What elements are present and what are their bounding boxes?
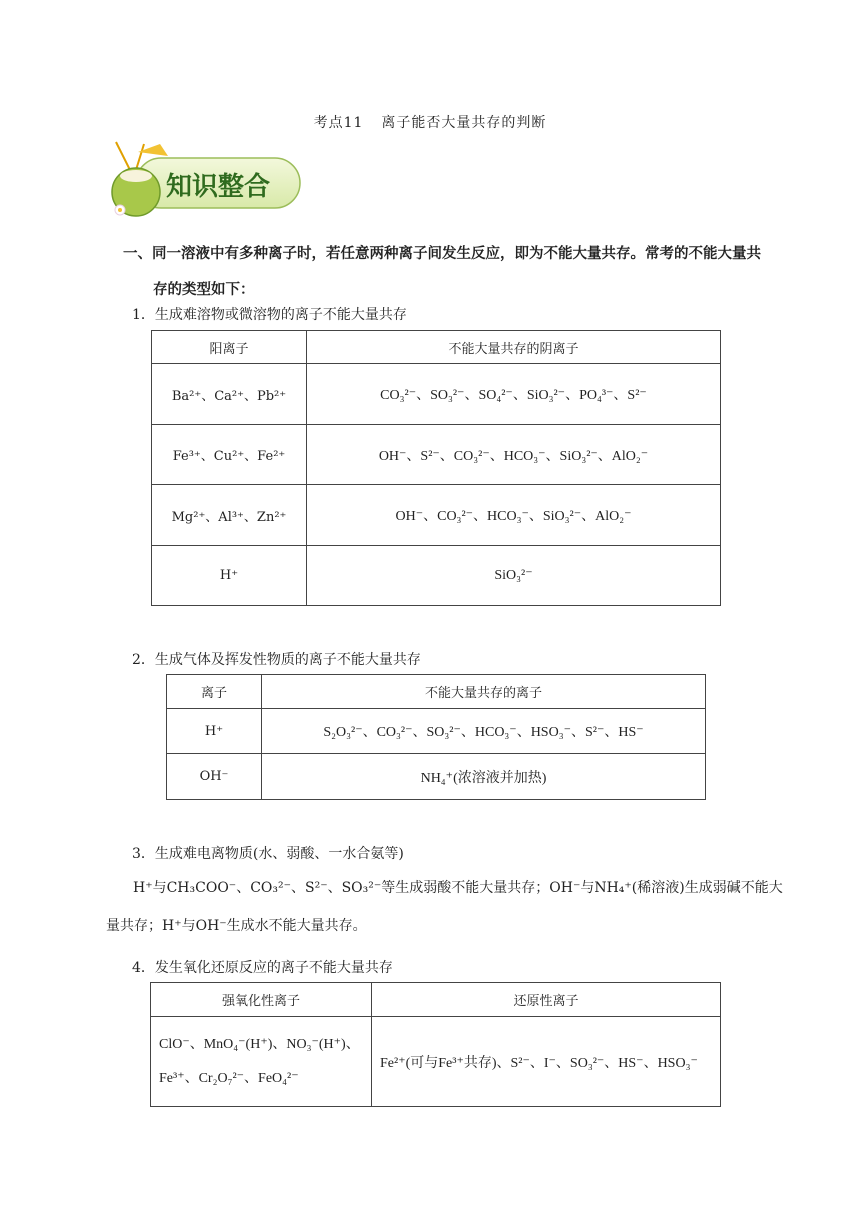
heading-line-1: 一、同一溶液中有多种离子时，若任意两种离子间发生反应，即为不能大量共存。常考的不能大量共 [123, 246, 761, 262]
anion-cell: OH⁻、S²⁻、CO₃²⁻、HCO₃⁻、SiO₃²⁻、AlO₂⁻ [307, 425, 721, 485]
table-header: 不能大量共存的离子 [262, 675, 706, 709]
reducing-ions-cell: Fe²⁺(可与Fe³⁺共存)、S²⁻、I⁻、SO₃²⁻、HS⁻、HSO₃⁻ [372, 1017, 721, 1107]
table-header: 不能大量共存的阴离子 [307, 331, 721, 364]
table-header: 离子 [167, 675, 262, 709]
table-row [167, 754, 706, 800]
title-topic-number: 考点11 [313, 115, 364, 131]
section-1-title: 1．生成难溶物或微溶物的离子不能大量共存 [132, 307, 407, 323]
table-row [151, 1017, 721, 1107]
heading-line-2: 存的类型如下： [153, 282, 255, 298]
page-title [0, 112, 860, 132]
cation-cell: Mg²⁺、Al³⁺、Zn²⁺ [152, 485, 307, 546]
table-header: 阳离子 [152, 331, 307, 364]
table-insoluble [151, 330, 721, 606]
cation-cell: Fe³⁺、Cu²⁺、Fe²⁺ [152, 425, 307, 485]
table-row [152, 364, 721, 425]
ion-cell: OH⁻ [167, 754, 262, 800]
section-3-paragraph: H⁺与CH₃COO⁻、CO₃²⁻、S²⁻、SO₃²⁻等生成弱酸不能大量共存；OH⁻与NH₄⁺(稀溶液)生成弱碱不能大量共存；H⁺与OH⁻生成水不能大量共存。 [106, 880, 783, 934]
oxidizing-ions-line-2: Fe³⁺、Cr₂O₇²⁻、FeO₄²⁻ [159, 1070, 299, 1086]
table-row [151, 983, 721, 1017]
knowledge-banner [108, 140, 304, 220]
reacting-ions-cell: NH₄⁺(浓溶液并加热) [262, 754, 706, 800]
table-header: 还原性离子 [372, 983, 721, 1017]
ion-cell: H⁺ [167, 709, 262, 754]
table-row [167, 709, 706, 754]
reacting-ions-cell: S₂O₃²⁻、CO₃²⁻、SO₃²⁻、HCO₃⁻、HSO₃⁻、S²⁻、HS⁻ [262, 709, 706, 754]
anion-cell: CO₃²⁻、SO₃²⁻、SO₄²⁻、SiO₃²⁻、PO₄³⁻、S²⁻ [307, 364, 721, 425]
table-row [152, 331, 721, 364]
section-heading [123, 236, 783, 308]
oxidizing-ions-cell [151, 1017, 372, 1107]
table-redox [150, 982, 721, 1107]
table-header: 强氧化性离子 [151, 983, 372, 1017]
banner-text: 知识整合 [166, 172, 271, 202]
cation-cell: Ba²⁺、Ca²⁺、Pb²⁺ [152, 364, 307, 425]
cation-cell: H⁺ [152, 546, 307, 606]
table-row [152, 546, 721, 606]
title-topic-name: 离子能否大量共存的判断 [381, 115, 547, 131]
section-3-title: 3．生成难电离物质(水、弱酸、一水合氨等) [132, 846, 404, 862]
table-row [152, 425, 721, 485]
anion-cell: OH⁻、CO₃²⁻、HCO₃⁻、SiO₃²⁻、AlO₂⁻ [307, 485, 721, 546]
table-gas [166, 674, 706, 800]
oxidizing-ions-line-1: ClO⁻、MnO₄⁻(H⁺)、NO₃⁻(H⁺)、 [159, 1036, 360, 1052]
section-4-title: 4．发生氧化还原反应的离子不能大量共存 [132, 960, 393, 976]
table-row [167, 675, 706, 709]
section-2-title: 2．生成气体及挥发性物质的离子不能大量共存 [132, 652, 421, 668]
table-row [152, 485, 721, 546]
anion-cell: SiO₃²⁻ [307, 546, 721, 606]
